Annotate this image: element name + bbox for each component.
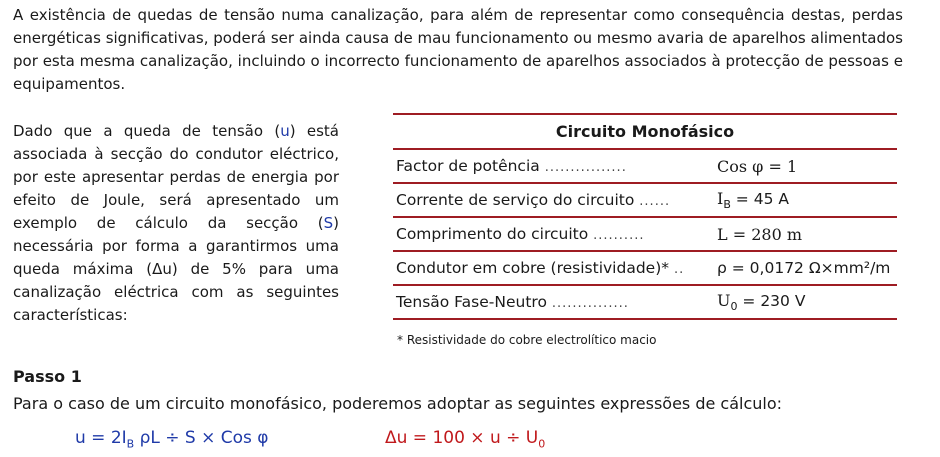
row-value xyxy=(714,285,897,319)
description-text-3: ) necessária por forma a garantirmos uma queda máxima (Δu) de 5% para uma canalização eléctrica com as seguintes características: xyxy=(13,214,339,324)
voltage-subscript: 0 xyxy=(730,300,738,314)
formula-2-subscript: 0 xyxy=(538,437,546,451)
row-label-cell xyxy=(393,285,714,319)
table-footnote: * Resistividade do cobre electrolítico macio xyxy=(397,333,657,347)
voltage-value: = 230 V xyxy=(737,291,806,310)
table-title: Circuito Monofásico xyxy=(393,114,897,149)
table-row xyxy=(393,149,897,183)
percent-drop-formula xyxy=(385,428,545,450)
power-factor-value: Cos φ = 1 xyxy=(717,156,798,176)
leader-dots: ................ xyxy=(544,160,627,175)
row-label: Comprimento do circuito xyxy=(396,225,589,243)
formula-1-subscript: B xyxy=(126,437,135,451)
leader-dots: .. xyxy=(673,262,685,277)
voltage-drop-formula xyxy=(75,428,269,450)
step-title: Passo 1 xyxy=(13,367,82,386)
leader-dots: ...... xyxy=(639,194,671,209)
current-symbol: I xyxy=(717,188,724,208)
row-label-cell xyxy=(393,149,714,183)
description-text-1: Dado que a queda de tensão ( xyxy=(13,122,281,140)
symbol-s: S xyxy=(323,214,334,232)
symbol-u: u xyxy=(280,122,290,140)
circuit-spec-table xyxy=(393,113,897,320)
formula-2-part-a: Δu = 100 × u ÷ U xyxy=(385,428,539,448)
current-subscript: B xyxy=(723,198,731,212)
row-label: Factor de potência xyxy=(396,157,540,175)
row-label: Condutor em cobre (resistividade)* xyxy=(396,259,669,277)
description-text-2: ) está associada à secção do condutor eléctrico, por este apresentar perdas de energia por efeito de Joule, será apresentado um exemplo de cálculo da secção ( xyxy=(13,122,339,232)
length-value: L = 280 m xyxy=(717,224,802,244)
description-paragraph xyxy=(13,120,339,327)
row-label: Corrente de serviço do circuito xyxy=(396,191,635,209)
row-value xyxy=(714,251,897,285)
row-label-cell xyxy=(393,251,714,285)
table-row xyxy=(393,251,897,285)
row-label: Tensão Fase-Neutro xyxy=(396,293,547,311)
table-row xyxy=(393,217,897,251)
intro-paragraph: A existência de quedas de tensão numa canalização, para além de representar como consequência destas, perdas energéticas significativas, poderá ser ainda causa de mau funcionamento ou mesmo avaria de aparelhos alimentados por esta mesma canalização, incluindo o incorrecto funcionamento de aparelhos associados à protecção de pessoas e equipamentos. xyxy=(13,6,903,93)
table-row xyxy=(393,285,897,319)
table-row xyxy=(393,183,897,217)
formula-1-part-b: ρL ÷ S × Cos φ xyxy=(134,428,269,448)
row-label-cell xyxy=(393,217,714,251)
current-value: = 45 A xyxy=(730,189,789,208)
resistivity-value: ρ = 0,0172 Ω×mm²/m xyxy=(717,259,891,277)
formula-1-part-a: u = 2I xyxy=(75,428,127,448)
row-value xyxy=(714,217,897,251)
step-text: Para o caso de um circuito monofásico, poderemos adoptar as seguintes expressões de cálculo: xyxy=(13,394,783,413)
voltage-symbol: U xyxy=(717,290,731,310)
row-label-cell xyxy=(393,183,714,217)
row-value xyxy=(714,183,897,217)
leader-dots: ............... xyxy=(551,296,629,311)
leader-dots: .......... xyxy=(593,228,645,243)
row-value xyxy=(714,149,897,183)
